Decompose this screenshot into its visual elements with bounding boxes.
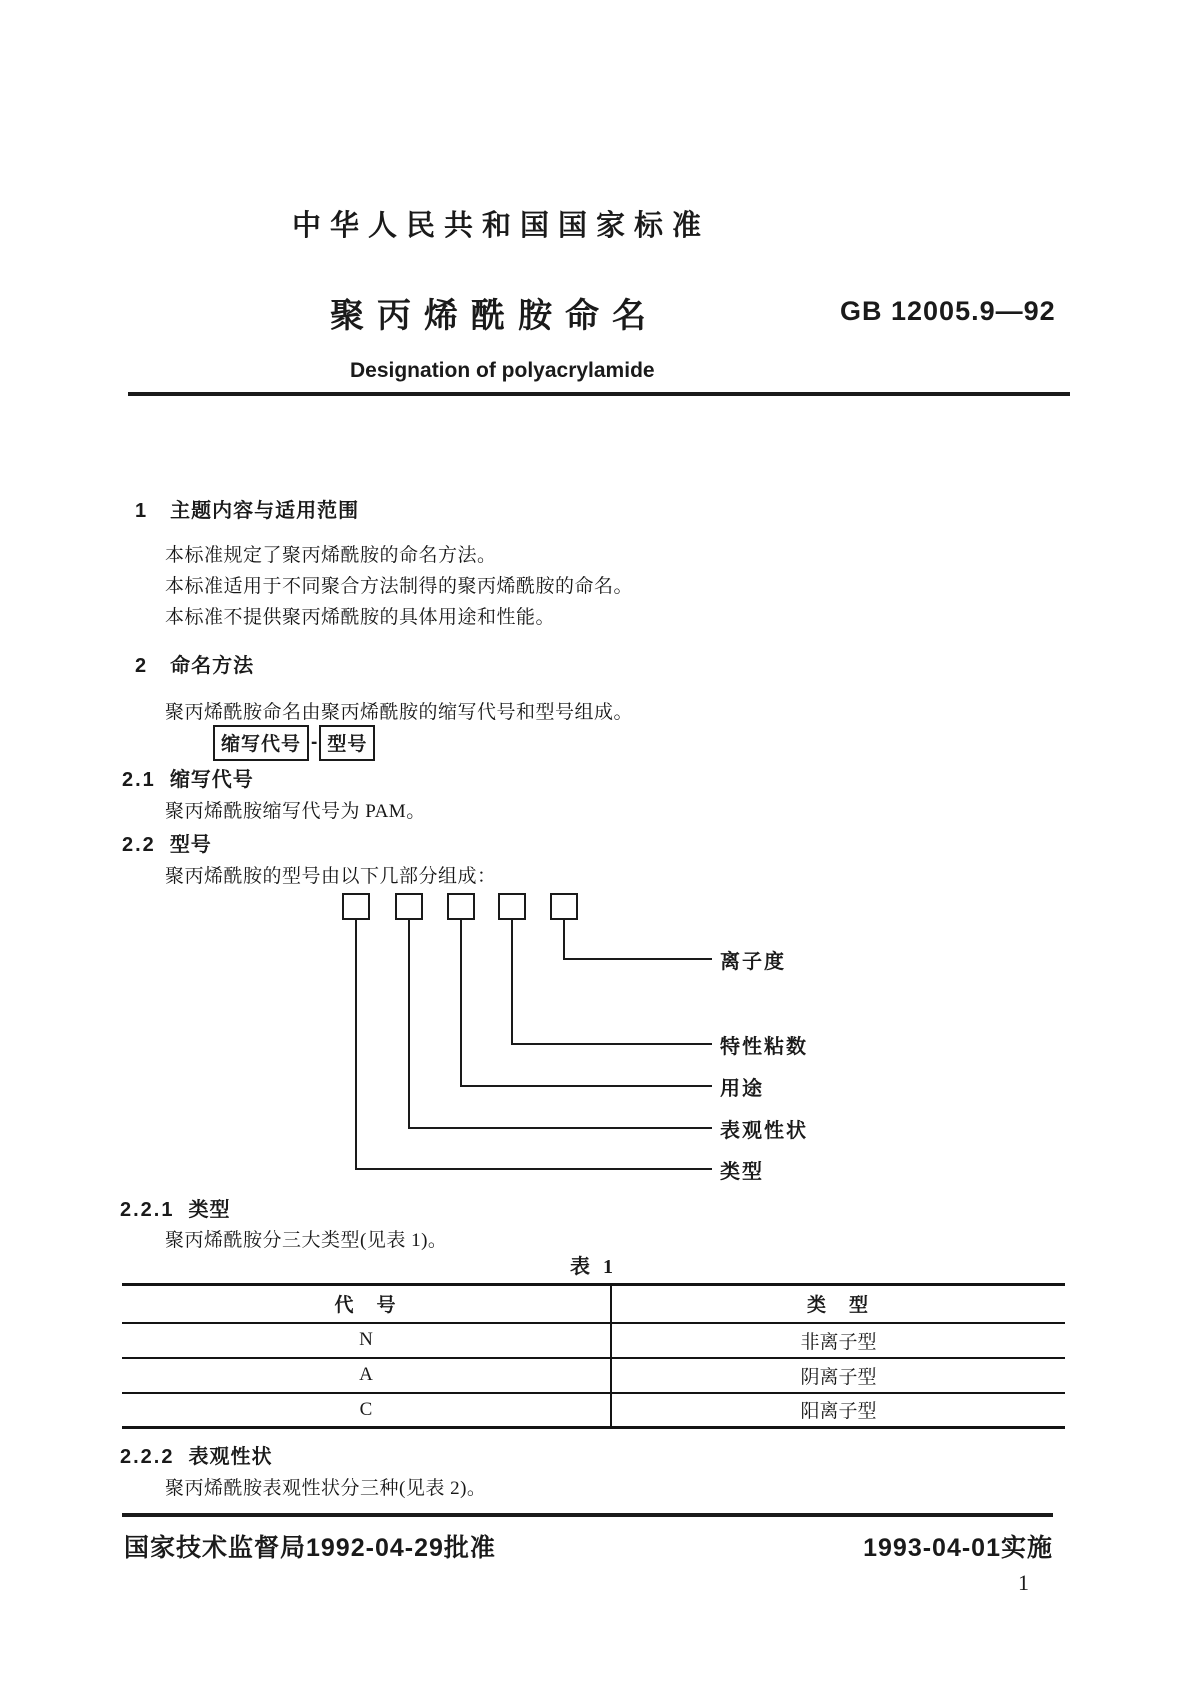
table-row [122, 1323, 1065, 1358]
formula-separator: - [311, 732, 318, 753]
table-cell-code: C [122, 1393, 611, 1428]
diagram-box-4 [498, 893, 526, 920]
table-cell-code: A [122, 1358, 611, 1393]
section-2-2-heading [122, 828, 212, 857]
diagram-label-use: 用途 [720, 1078, 764, 1100]
table-cell-type: 阴离子型 [611, 1358, 1065, 1393]
section-2-2-2-number: 2.2.2 [120, 1446, 175, 1468]
table-cell-type: 非离子型 [611, 1323, 1065, 1358]
diagram-label-type: 类型 [720, 1161, 764, 1183]
section-1-number: 1 [135, 500, 149, 522]
formula-model-box: 型号 [319, 725, 375, 761]
section-1-heading [135, 494, 359, 523]
section-2-title: 命名方法 [170, 655, 255, 677]
national-standard-label: 中华人民共和国国家标准 [292, 210, 711, 242]
diagram-box-2 [395, 893, 423, 920]
diagram-line-use [460, 920, 462, 1087]
section-1-paragraph: 本标准适用于不同聚合方法制得的聚丙烯酰胺的命名。 [165, 576, 634, 597]
section-2-2-1-title: 类型 [188, 1199, 231, 1221]
section-1-paragraph: 本标准规定了聚丙烯酰胺的命名方法。 [165, 545, 497, 566]
section-1-title: 主题内容与适用范围 [170, 500, 360, 522]
header-rule [128, 392, 1070, 396]
table-header-code: 代 号 [122, 1285, 611, 1323]
table-row [122, 1358, 1065, 1393]
table-cell-code: N [122, 1323, 611, 1358]
diagram-line-viscosity [511, 920, 513, 1045]
diagram-box-3 [447, 893, 475, 920]
diagram-box-5 [550, 893, 578, 920]
diagram-label-appearance: 表观性状 [720, 1120, 808, 1142]
table-header-type: 类 型 [611, 1285, 1065, 1323]
diagram-box-1 [342, 893, 370, 920]
diagram-line-type [355, 920, 357, 1170]
section-2-1-number: 2.1 [122, 769, 156, 791]
diagram-line-appearance [408, 1127, 712, 1129]
section-2-1-title: 缩写代号 [169, 769, 254, 791]
section-2-2-2-body: 聚丙烯酰胺表观性状分三种(见表 2)。 [165, 1478, 487, 1499]
formula-abbreviation-box: 缩写代号 [213, 725, 309, 761]
section-2-number: 2 [135, 655, 149, 677]
table-header-row [122, 1285, 1065, 1323]
section-2-2-1-body: 聚丙烯酰胺分三大类型(见表 1)。 [165, 1230, 448, 1251]
designation-formula [213, 725, 375, 761]
table-row [122, 1393, 1065, 1428]
table-1-caption: 表 1 [570, 1256, 617, 1278]
standard-number: GB 12005.9—92 [840, 296, 1056, 326]
diagram-line-use [460, 1085, 712, 1087]
section-2-2-body: 聚丙烯酰胺的型号由以下几部分组成： [165, 866, 497, 887]
diagram-label-ionicity: 离子度 [720, 951, 786, 973]
section-2-2-number: 2.2 [122, 834, 156, 856]
section-2-1-heading [122, 763, 254, 792]
section-2-heading [135, 649, 254, 678]
section-2-2-1-heading [120, 1193, 230, 1222]
diagram-line-ionicity [563, 958, 712, 960]
page-number: 1 [1018, 1570, 1029, 1595]
diagram-label-viscosity: 特性粘数 [720, 1036, 808, 1058]
table-1 [122, 1283, 1065, 1429]
section-2-1-body: 聚丙烯酰胺缩写代号为 PAM。 [165, 801, 426, 822]
table-cell-type: 阳离子型 [800, 1401, 877, 1423]
diagram-line-viscosity [511, 1043, 712, 1045]
footer-rule [122, 1513, 1053, 1517]
diagram-line-ionicity [563, 920, 565, 960]
section-2-2-2-heading [120, 1440, 272, 1469]
section-2-2-2-title: 表观性状 [188, 1446, 273, 1468]
diagram-line-type [355, 1168, 712, 1170]
implementation-notice: 1993-04-01实施 [863, 1534, 1053, 1562]
document-title-cn: 聚丙烯酰胺命名 [330, 297, 659, 335]
document-title-en: Designation of polyacrylamide [350, 359, 655, 382]
section-1-paragraph: 本标准不提供聚丙烯酰胺的具体用途和性能。 [165, 607, 556, 628]
diagram-line-appearance [408, 920, 410, 1129]
approval-notice: 国家技术监督局1992-04-29批准 [124, 1534, 496, 1562]
section-2-intro: 聚丙烯酰胺命名由聚丙烯酰胺的缩写代号和型号组成。 [165, 702, 634, 723]
section-2-2-1-number: 2.2.1 [120, 1199, 175, 1221]
section-2-2-title: 型号 [169, 834, 212, 856]
